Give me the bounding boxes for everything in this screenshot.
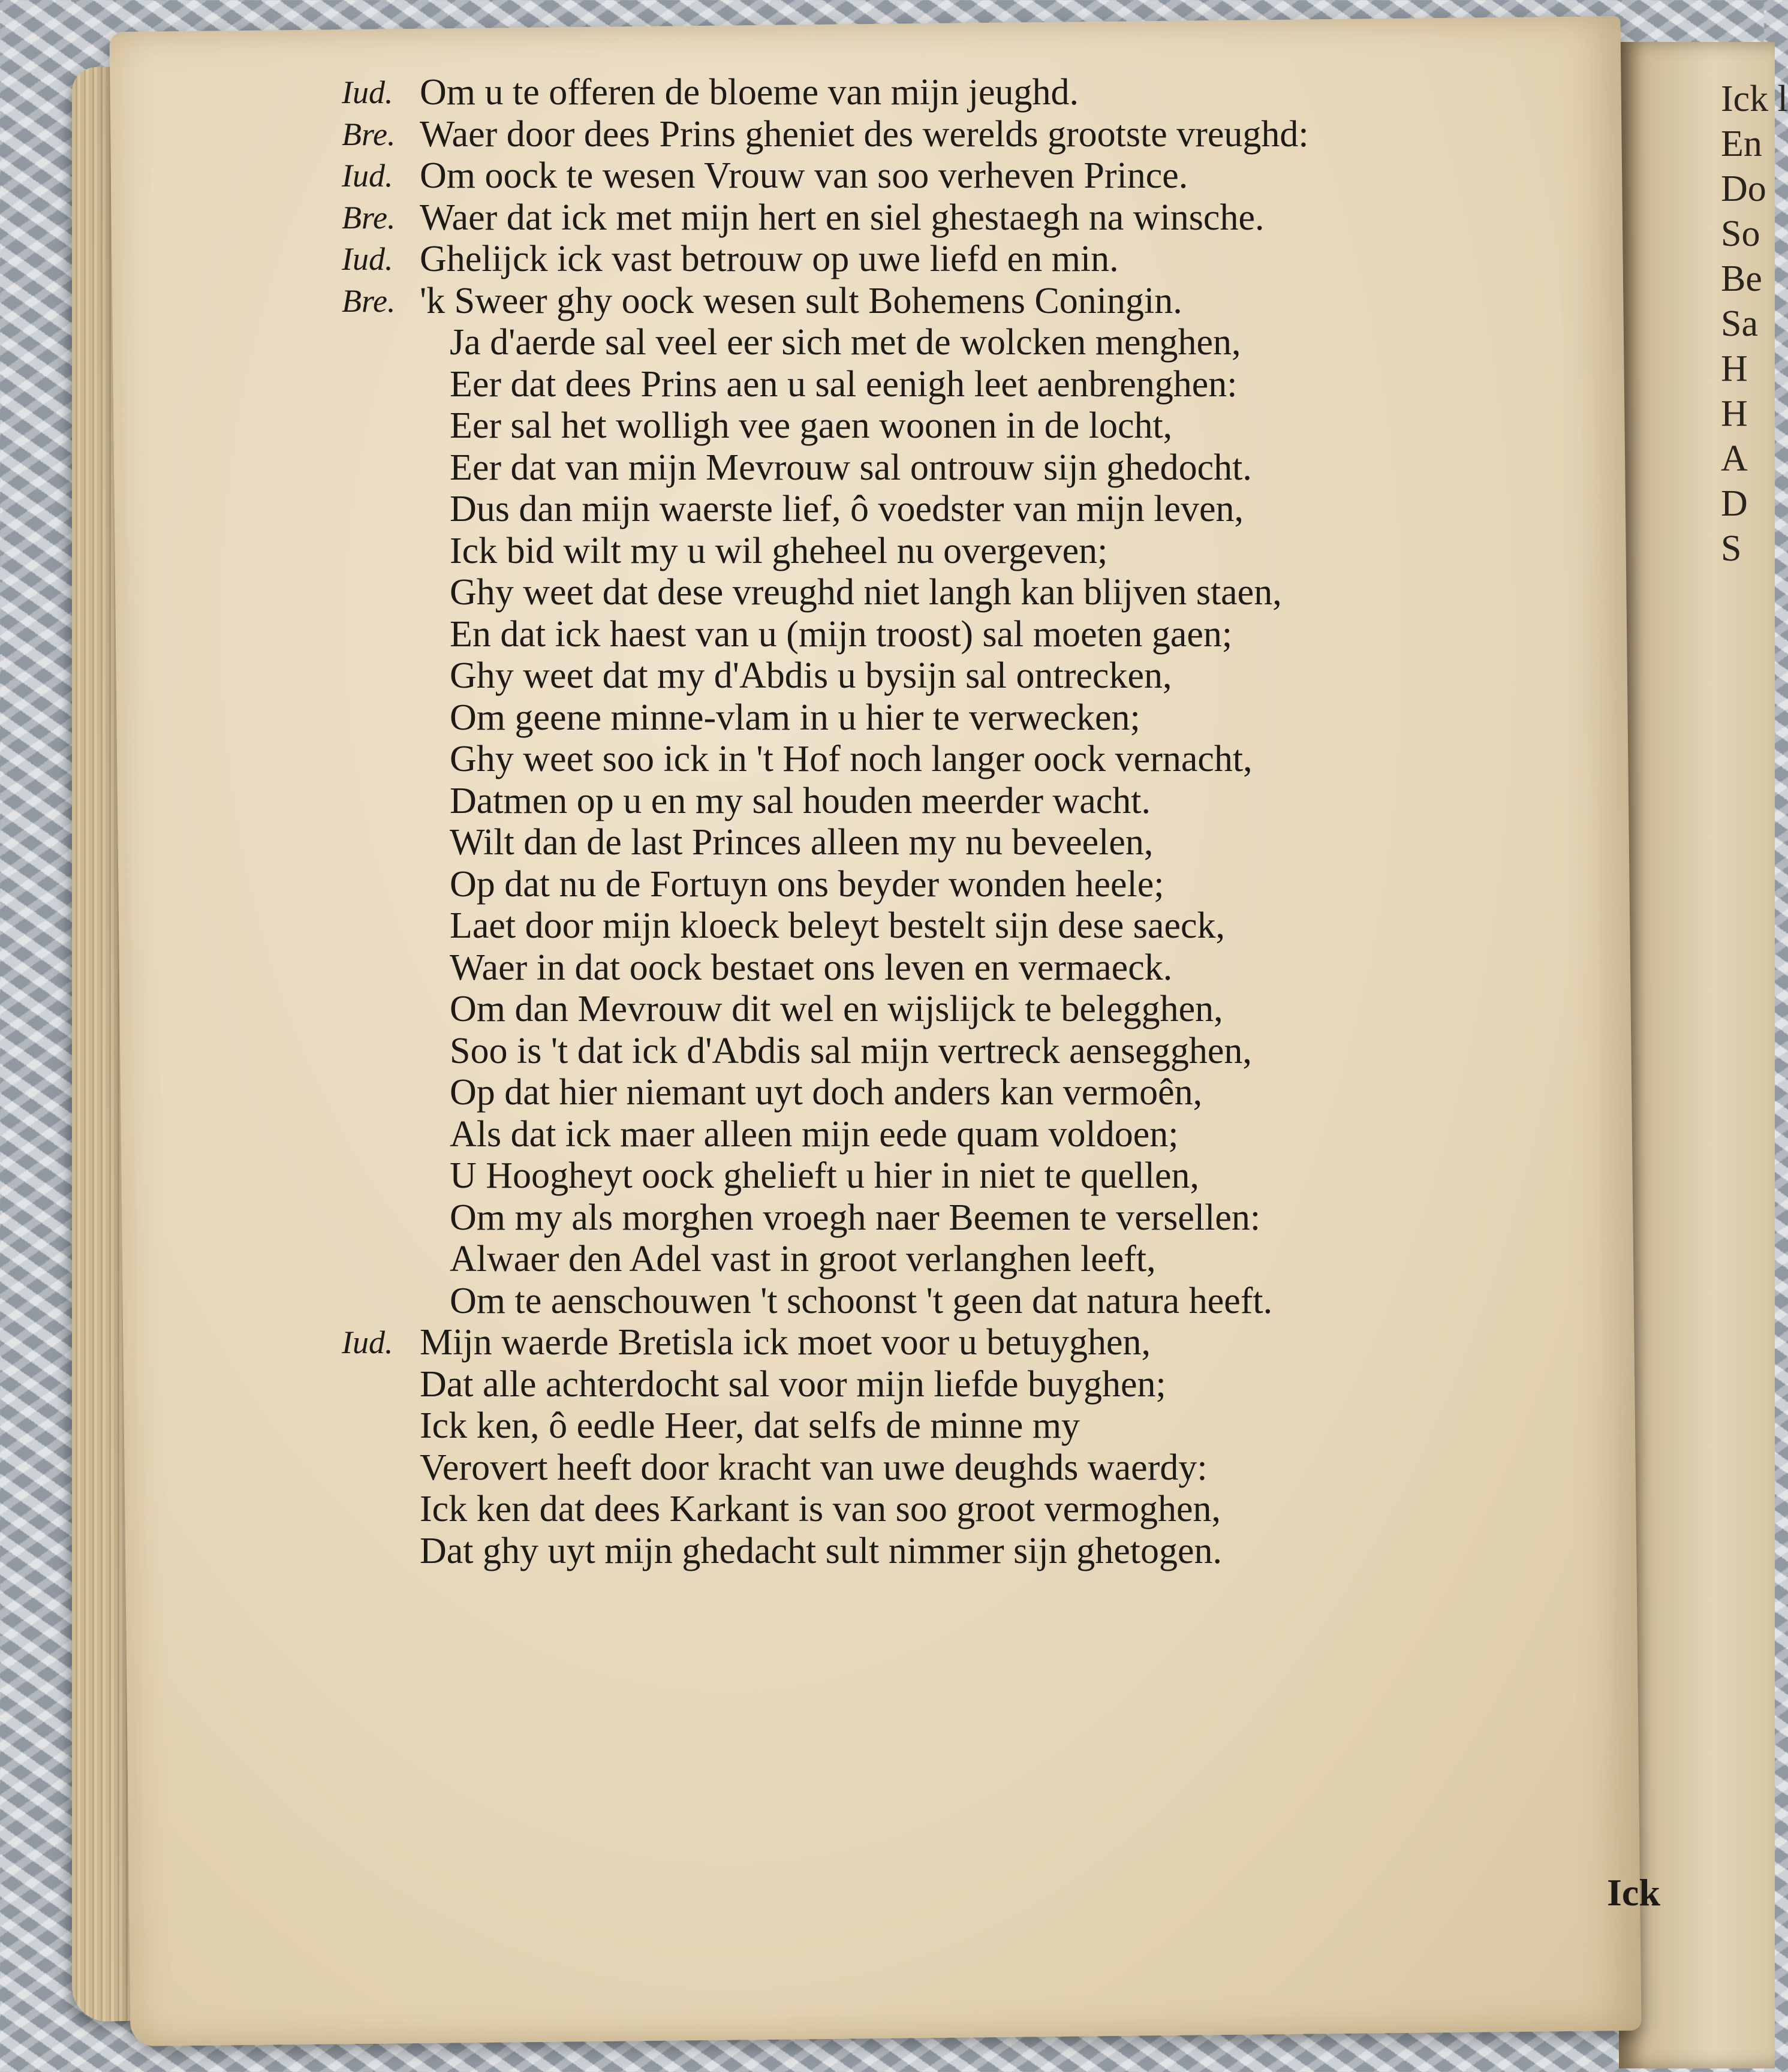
verse-text-line: Alwaer den Adel vast in groot verlanghen leeft, xyxy=(450,1239,1156,1279)
verse-text-line: Eer dat van mijn Mevrouw sal ontrouw sijn ghedocht. xyxy=(450,447,1252,488)
facing-page-fragment: En xyxy=(1721,124,1762,164)
verse-line xyxy=(342,239,1607,281)
verse-line xyxy=(420,989,1607,1031)
speaker-label: Iud. xyxy=(342,1324,393,1360)
verse-line xyxy=(420,1114,1607,1156)
verse-line xyxy=(420,655,1607,697)
verse-line xyxy=(420,531,1607,573)
facing-page-fragment: S xyxy=(1721,528,1742,569)
verse-text-line: Als dat ick maer alleen mijn eede quam voldoen; xyxy=(450,1113,1179,1155)
verse-text-line: Ick ken, ô eedle Heer, dat selfs de minne my xyxy=(420,1405,1080,1446)
verse-line xyxy=(420,781,1607,823)
verse-line xyxy=(342,155,1607,197)
facing-page-fragment: Ick l xyxy=(1721,79,1788,119)
verse-line xyxy=(420,822,1607,864)
verse-text-line: Ja d'aerde sal veel eer sich met de wolcken menghen, xyxy=(450,322,1241,363)
verse-text-line: Waer in dat oock bestaet ons leven en vermaeck. xyxy=(450,947,1173,988)
verse-line xyxy=(420,1239,1607,1281)
verse-text-line: Om geene minne-vlam in u hier te verwecken; xyxy=(450,697,1140,738)
verse-text-line: Waer door dees Prins gheniet des werelds grootste vreughd: xyxy=(420,113,1309,155)
facing-page-fragment: H xyxy=(1721,393,1748,434)
facing-page-fragment: A xyxy=(1721,438,1748,479)
verse-text-line: Laet door mijn kloeck beleyt bestelt sijn dese saeck, xyxy=(450,905,1225,946)
facing-page-fragment: Do xyxy=(1721,168,1766,209)
verse-text-line: Op dat hier niemant uyt doch anders kan vermoên, xyxy=(450,1072,1203,1113)
verse-text-line: Om my als morghen vroegh naer Beemen te versellen: xyxy=(450,1197,1261,1238)
verse-line xyxy=(420,1281,1607,1323)
verse-text-line: Dus dan mijn waerste lief, ô voedster van mijn leven, xyxy=(450,489,1244,529)
verse-text-line: Dat ghy uyt mijn ghedacht sult nimmer sijn ghetogen. xyxy=(420,1530,1222,1571)
verse-line xyxy=(420,905,1607,947)
verse-line xyxy=(342,1322,1607,1364)
verse-line xyxy=(342,113,1607,156)
verse-text-line: Wilt dan de last Princes alleen my nu beveelen, xyxy=(450,822,1154,863)
verse-line xyxy=(420,489,1607,531)
verse-text-line: Ick ken dat dees Karkant is van soo groot vermoghen, xyxy=(420,1489,1221,1529)
verse-line xyxy=(420,1489,1607,1531)
facing-page xyxy=(1619,42,1788,2068)
verse-text-line: U Hoogheyt oock ghelieft u hier in niet te quellen, xyxy=(450,1155,1199,1196)
verse-text-line: Om u te offeren de bloeme van mijn jeughd. xyxy=(420,72,1079,113)
verse-line xyxy=(420,864,1607,906)
facing-page-fragment: Sa xyxy=(1721,303,1758,344)
speaker-label: Iud. xyxy=(342,241,393,277)
speaker-label: Bre. xyxy=(342,199,396,236)
verse-line xyxy=(420,1197,1607,1239)
verse-line xyxy=(420,322,1607,364)
verse-text-line: Om te aenschouwen 't schoonst 't geen dat natura heeft. xyxy=(450,1280,1273,1321)
verse-line xyxy=(420,1531,1607,1573)
verse-line xyxy=(420,739,1607,781)
facing-page-fragment: D xyxy=(1721,483,1748,524)
speaker-label: Iud. xyxy=(342,158,393,194)
facing-page-fragment: So xyxy=(1721,213,1760,254)
speaker-label: Iud. xyxy=(342,74,393,110)
speaker-label: Bre. xyxy=(342,116,396,152)
verse-line xyxy=(420,1155,1607,1197)
verse-line xyxy=(342,280,1607,323)
verse-text-line: Ick bid wilt my u wil gheheel nu overgeven; xyxy=(450,530,1108,571)
verse-text xyxy=(342,72,1607,1572)
verse-text-line: Ghelijck ick vast betrouw op uwe liefd en min. xyxy=(420,239,1119,279)
verse-line xyxy=(420,614,1607,656)
verse-line xyxy=(420,947,1607,989)
verse-line xyxy=(420,697,1607,739)
verse-text-line: En dat ick haest van u (mijn troost) sal moeten gaen; xyxy=(450,613,1233,655)
catchword: Ick xyxy=(1607,1871,1660,1914)
verse-text-line: Ghy weet dat dese vreughd niet langh kan blijven staen, xyxy=(450,572,1282,613)
verse-line xyxy=(420,572,1607,614)
verse-text-line: Ghy weet dat my d'Abdis u bysijn sal ontrecken, xyxy=(450,655,1172,696)
verse-line xyxy=(420,1447,1607,1489)
verse-line xyxy=(342,197,1607,239)
verse-text-line: Ghy weet soo ick in 't Hof noch langer oock vernacht, xyxy=(450,739,1253,779)
verse-text-line: Mijn waerde Bretisla ick moet voor u betuyghen, xyxy=(420,1322,1151,1363)
verse-text-line: Soo is 't dat ick d'Abdis sal mijn vertreck aensegghen, xyxy=(450,1030,1252,1071)
verse-text-line: Waer dat ick met mijn hert en siel ghestaegh na winsche. xyxy=(420,197,1265,238)
verse-text-line: Op dat nu de Fortuyn ons beyder wonden heele; xyxy=(450,863,1164,905)
verse-text-line: 'k Sweer ghy oock wesen sult Bohemens Coningin. xyxy=(420,280,1182,321)
verse-line xyxy=(342,72,1607,114)
facing-page-fragment: H xyxy=(1721,348,1748,389)
verse-text-line: Om dan Mevrouw dit wel en wijslijck te belegghen, xyxy=(450,989,1223,1029)
verse-line xyxy=(420,1072,1607,1114)
verse-text-line: Verovert heeft door kracht van uwe deughds waerdy: xyxy=(420,1447,1208,1488)
verse-line xyxy=(420,364,1607,406)
speaker-label: Bre. xyxy=(342,282,396,319)
verse-text-line: Dat alle achterdocht sal voor mijn liefde buyghen; xyxy=(420,1363,1166,1405)
verse-text-line: Datmen op u en my sal houden meerder wacht. xyxy=(450,780,1151,821)
facing-page-fragment: Be xyxy=(1721,258,1762,299)
verse-line xyxy=(420,405,1607,447)
verse-text-line: Eer sal het wolligh vee gaen woonen in de locht, xyxy=(450,405,1173,446)
verse-line xyxy=(420,447,1607,489)
verse-text-line: Eer dat dees Prins aen u sal eenigh leet aenbrenghen: xyxy=(450,363,1238,405)
verse-text-line: Om oock te wesen Vrouw van soo verheven Prince. xyxy=(420,155,1188,196)
verse-line xyxy=(420,1364,1607,1406)
verse-line xyxy=(420,1031,1607,1073)
verse-line xyxy=(420,1405,1607,1447)
